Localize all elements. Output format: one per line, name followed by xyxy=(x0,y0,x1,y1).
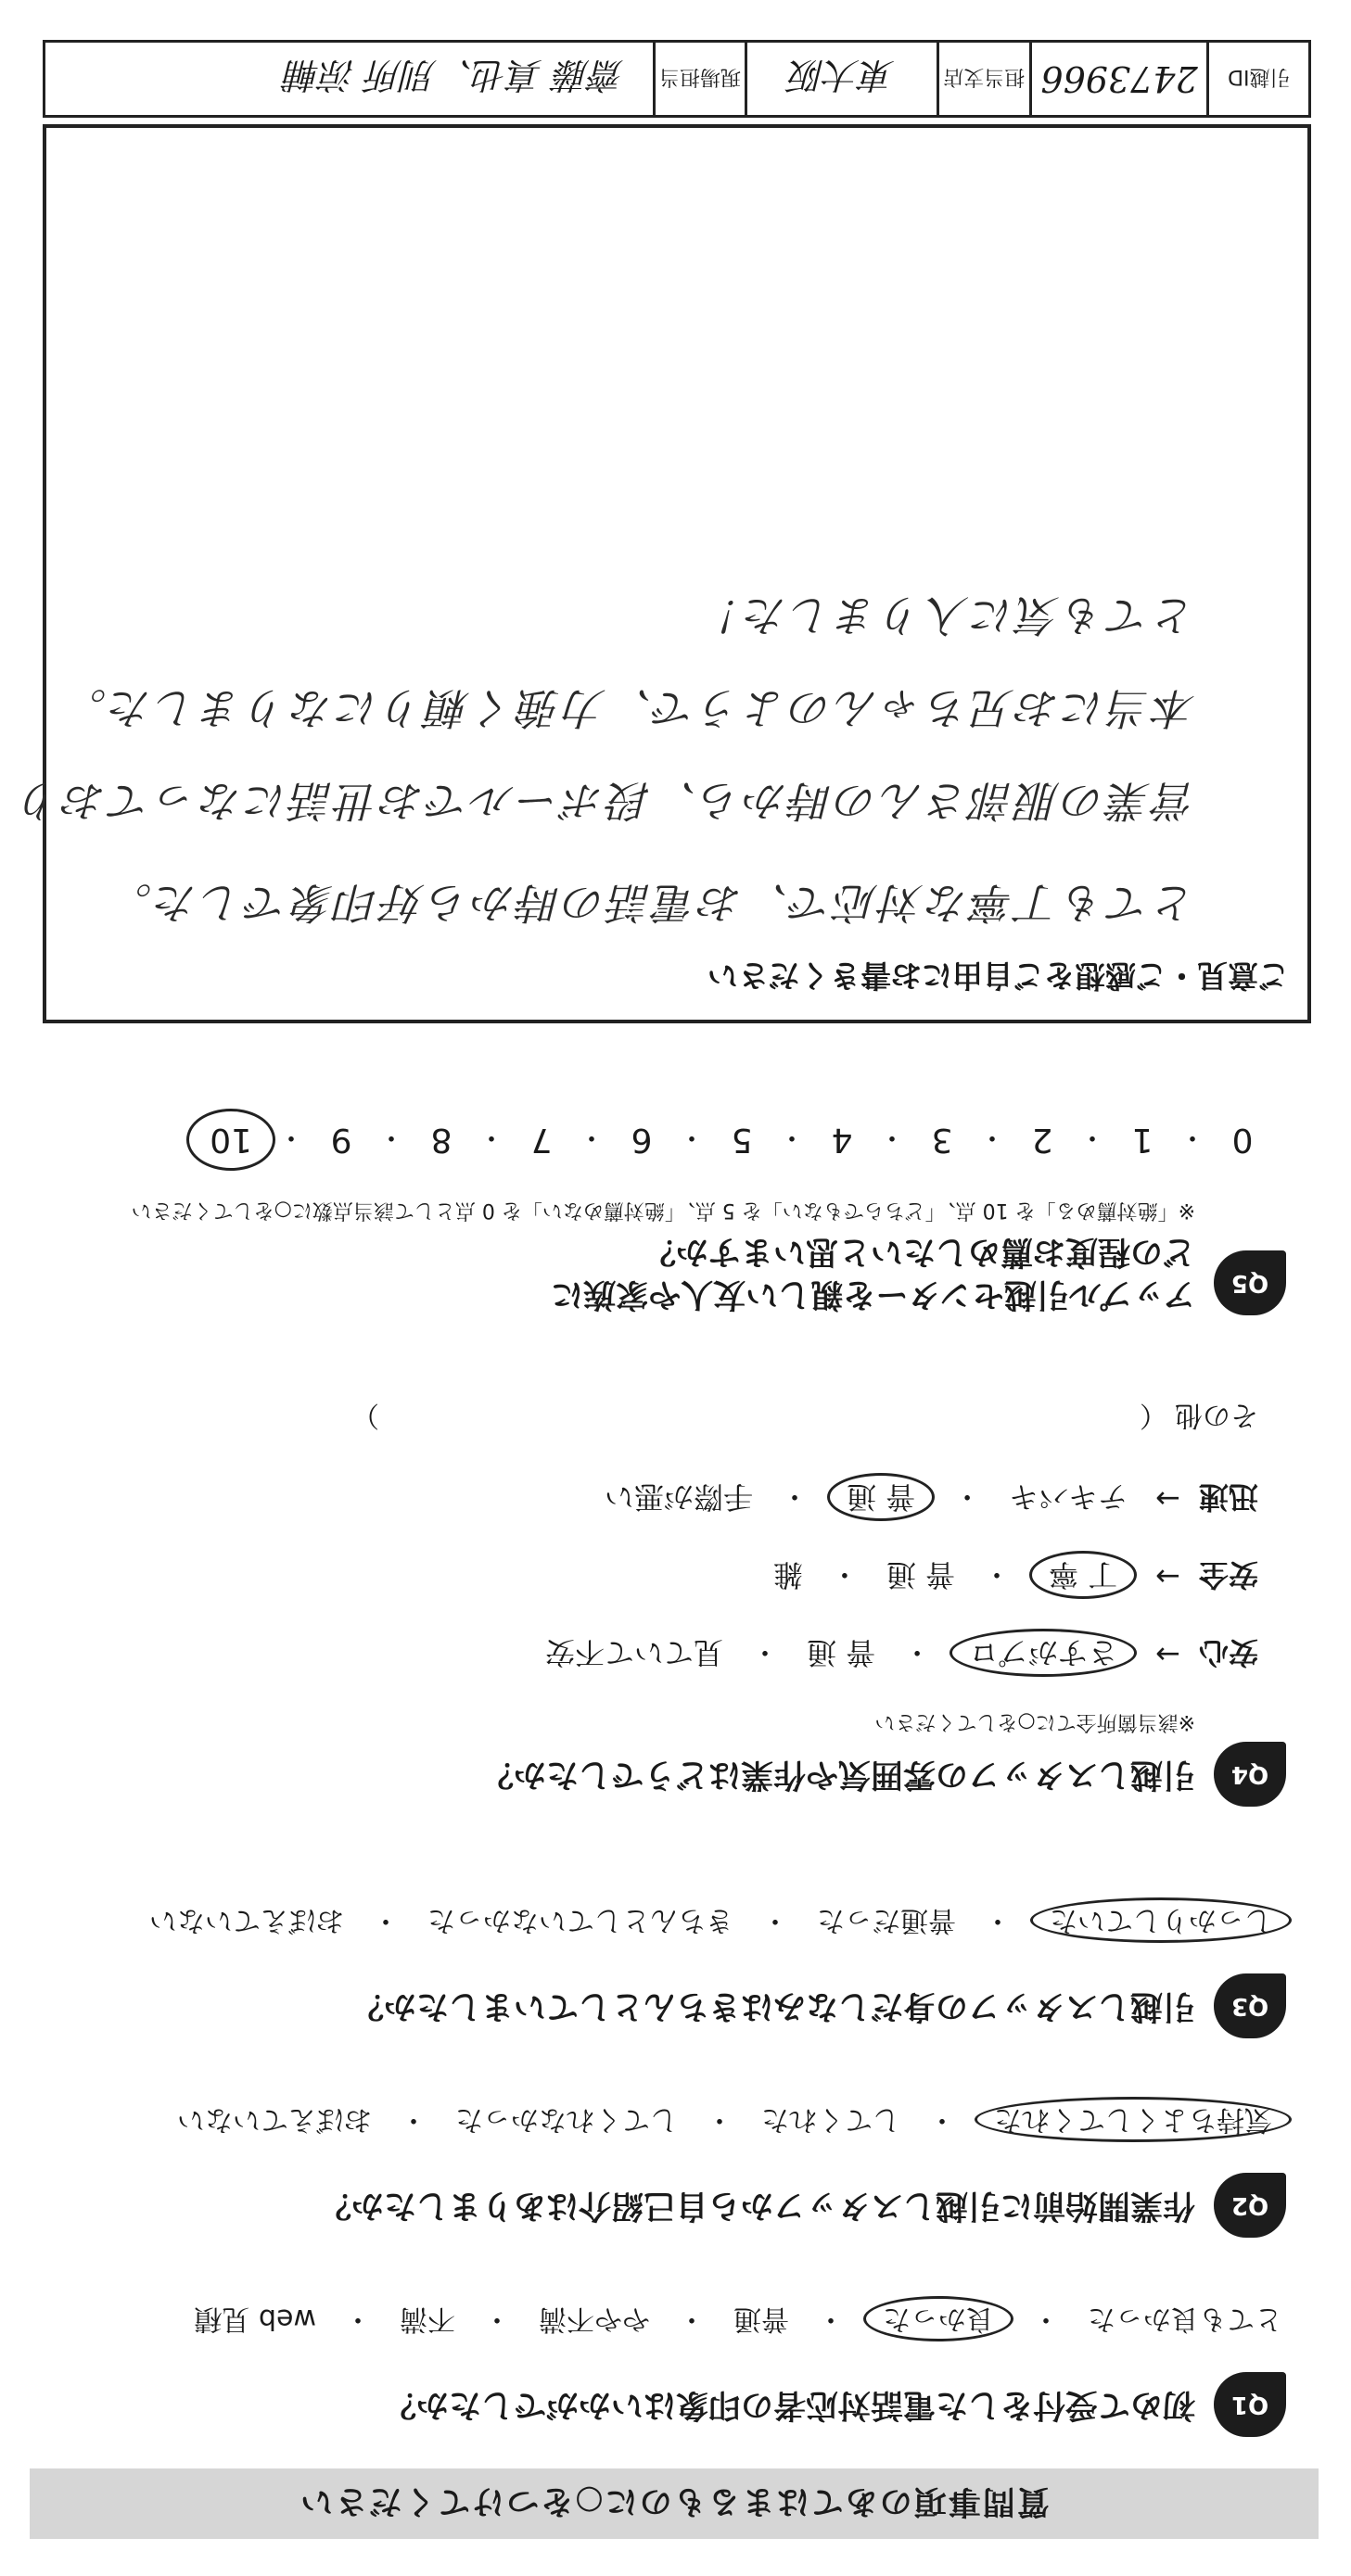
question-4 xyxy=(53,1398,1286,1807)
q2-option[interactable]: してくれなかった xyxy=(455,2103,678,2136)
q1-badge: Q1 xyxy=(1214,2372,1286,2437)
move-id-label: 引越ID xyxy=(1206,43,1308,115)
id-table xyxy=(43,40,1311,118)
q1-options: とても良かった ・ 良かった ・ 普通 ・ やや不満 ・ 不満 ・ web 見積 xyxy=(53,2300,1286,2344)
q5-note: ※「絶対薦める」を 10 点、「どちらでもない」を 5 点、「絶対薦めない」を 0 点として該当点数に○をしてください xyxy=(131,1199,1195,1222)
q4-row-anshin: 安心 → さすがプロ ・ 普 通 ・ 見ていて不安 xyxy=(53,1631,1258,1678)
scale-option[interactable]: 1 xyxy=(1131,1121,1153,1160)
q1-option[interactable]: web 見積 xyxy=(194,2303,316,2335)
scale-option-selected[interactable]: 10 xyxy=(225,1122,257,1160)
comment-heading: ご意見・ご感想をご自由にお書きください xyxy=(707,958,1289,994)
q1-option[interactable]: やや不満 xyxy=(539,2303,650,2335)
q4-option[interactable]: 普 通 xyxy=(886,1557,955,1593)
comment-line: 営業の服部さんの時から、段ボールでお世話になっており xyxy=(15,776,1196,826)
q4-note: ※該当箇所全てに○をしてください xyxy=(874,1710,1195,1733)
q4-option-selected[interactable]: 普 通 xyxy=(833,1476,929,1522)
q3-option[interactable]: おぼえていない xyxy=(149,1904,344,1936)
q5-scale: 0 ・ 1 ・ 2 ・ 3 ・ 4 ・ 5 ・ 6 ・ 7 ・ 8 ・ 9 ・ 10 xyxy=(53,1120,1258,1161)
q2-badge: Q2 xyxy=(1214,2173,1286,2238)
q2-option[interactable]: おぼえていない xyxy=(177,2103,372,2136)
q4-option[interactable]: 見ていて不安 xyxy=(544,1635,723,1670)
q3-option[interactable]: きちんとしていなかった xyxy=(427,1904,733,1936)
q4-row-jinsoku: 迅速 → テキパキ ・ 普 通 ・ 手際が悪い xyxy=(53,1476,1258,1522)
q2-options: 気持ちよくしてくれた ・ してくれた ・ してくれなかった ・ おぼえていない xyxy=(53,2100,1286,2145)
question-5 xyxy=(53,1120,1286,1315)
q4-option[interactable]: 雑 xyxy=(772,1557,803,1593)
move-id-value[interactable]: 2473966 xyxy=(1029,43,1207,115)
scale-option[interactable]: 3 xyxy=(931,1121,953,1160)
q4-row-anzen: 安全 → 丁 寧 ・ 普 通 ・ 雑 xyxy=(53,1554,1258,1600)
q4-other-close: ） xyxy=(351,1399,379,1431)
q4-row-label: 安心 xyxy=(1198,1635,1258,1670)
q1-option[interactable]: 普通 xyxy=(733,2303,789,2335)
q2-option[interactable]: してくれた xyxy=(761,2103,900,2136)
scale-option[interactable]: 7 xyxy=(530,1121,553,1160)
arrow-icon: → xyxy=(1155,1637,1180,1672)
leader-label: 現場担当 xyxy=(653,43,746,115)
arrow-icon: → xyxy=(1155,1481,1180,1516)
q2-option-selected[interactable]: 気持ちよくしてくれた xyxy=(980,2100,1286,2145)
q3-option-selected[interactable]: しっかりしていた xyxy=(1036,1901,1286,1946)
q1-option[interactable]: とても良かった xyxy=(1088,2303,1282,2335)
instruction-banner: 質問事項のあてはまるものに○をつけてください xyxy=(30,2468,1319,2539)
q5-badge: Q5 xyxy=(1214,1250,1286,1315)
q3-options: しっかりしていた ・ 普通だった ・ きちんとしていなかった ・ おぼえていない xyxy=(53,1901,1286,1946)
q4-row-label: 迅速 xyxy=(1198,1479,1258,1515)
comment-line: 本当にお兄ちゃんのようで、力強く頼りになりました。 xyxy=(60,683,1196,733)
q3-badge: Q3 xyxy=(1214,1973,1286,2038)
scale-option[interactable]: 8 xyxy=(430,1121,452,1160)
q4-row-label: 安全 xyxy=(1198,1557,1258,1593)
q4-option-selected[interactable]: 丁 寧 xyxy=(1035,1554,1131,1600)
q4-other xyxy=(53,1398,1258,1439)
comment-box[interactable] xyxy=(15,124,1311,1023)
comment-line: とても気に入りました！ xyxy=(696,590,1196,641)
q3-option[interactable]: 普通だった xyxy=(817,1904,956,1936)
q4-text: 引越しスタッフの雰囲気や作業はどうでしたか？ xyxy=(480,1756,1195,1793)
comment-line: とても丁寧な対応で、お電話の時から好印象でした。 xyxy=(106,878,1196,928)
q1-text: 初めて受付をした電話対応者の印象はいかがでしたか？ xyxy=(383,2386,1195,2423)
q4-option[interactable]: テキパキ xyxy=(1009,1479,1128,1515)
q4-option[interactable]: 普 通 xyxy=(806,1635,876,1670)
scale-option[interactable]: 0 xyxy=(1231,1121,1254,1160)
q1-option[interactable]: 不満 xyxy=(400,2303,455,2335)
q5-text-line1: アップル引越センターを親しい友人や家族に xyxy=(551,1275,1195,1313)
q4-badge: Q4 xyxy=(1214,1742,1286,1807)
q4-other-label: その他 xyxy=(1175,1399,1258,1431)
branch-value[interactable]: 東大阪 xyxy=(745,43,936,115)
q4-option-selected[interactable]: さすがプロ xyxy=(955,1631,1131,1678)
question-3 xyxy=(53,1901,1286,2038)
q3-text: 引越しスタッフの身だしなみはきちんとしていましたか？ xyxy=(350,1987,1195,2024)
q5-text-line2: どの程度お薦めしたいと思いますか？ xyxy=(643,1233,1195,1270)
q4-other-open[interactable]: （ xyxy=(1140,1399,1167,1431)
scale-option[interactable]: 2 xyxy=(1031,1121,1053,1160)
leader-value[interactable]: 齋藤 真也、別所 涼輔 xyxy=(285,55,625,96)
arrow-icon: → xyxy=(1155,1559,1180,1594)
q1-option-selected[interactable]: 良かった xyxy=(869,2300,1008,2344)
scale-option[interactable]: 5 xyxy=(731,1121,753,1160)
scale-option[interactable]: 6 xyxy=(631,1121,653,1160)
question-1 xyxy=(53,2300,1286,2437)
question-2 xyxy=(53,2100,1286,2238)
q2-text: 作業開始前に引越しスタッフから自己紹介はありましたか？ xyxy=(318,2187,1195,2224)
q4-option[interactable]: 手際が悪い xyxy=(604,1479,753,1515)
scale-option[interactable]: 4 xyxy=(831,1121,853,1160)
scale-option[interactable]: 9 xyxy=(330,1121,352,1160)
branch-label: 担当支店 xyxy=(937,43,1029,115)
